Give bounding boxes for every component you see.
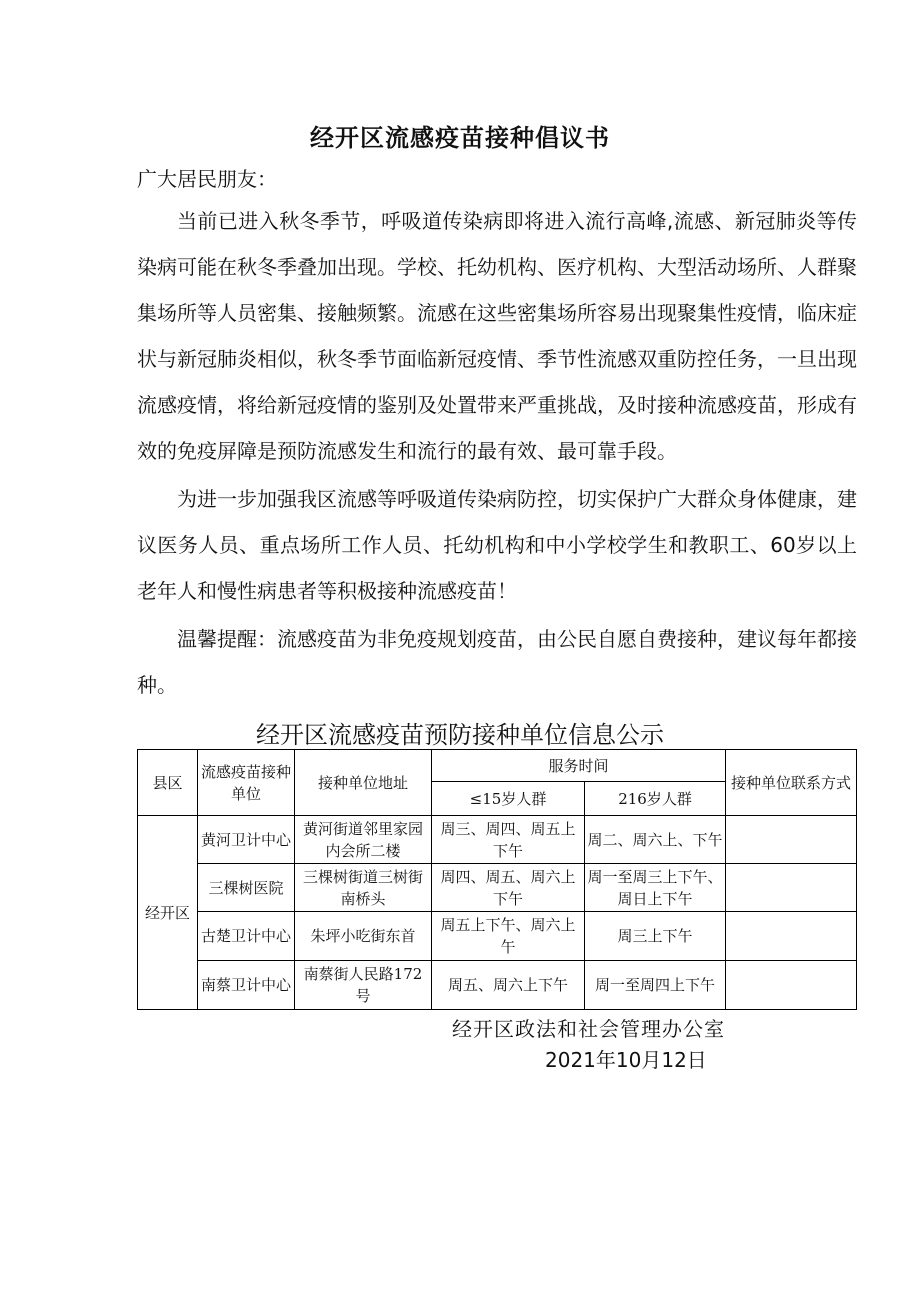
under15-time-cell: 周五上下午、周六上午 bbox=[432, 912, 585, 961]
contact-cell bbox=[726, 961, 857, 1010]
under15-time-cell: 周三、周四、周五上下午 bbox=[432, 816, 585, 864]
header-contact: 接种单位联系方式 bbox=[726, 750, 857, 816]
unit-cell: 古楚卫计中心 bbox=[198, 912, 295, 961]
table-header-row bbox=[138, 750, 857, 782]
table-title: 经开区流感疫苗预防接种单位信息公示 bbox=[256, 721, 664, 749]
signature-date: 2021年10月12日 bbox=[545, 1048, 707, 1072]
contact-cell bbox=[726, 816, 857, 864]
under15-time-cell: 周四、周五、周六上下午 bbox=[432, 864, 585, 912]
header-service-time: 服务时间 bbox=[432, 750, 726, 782]
table-row bbox=[138, 912, 857, 961]
address-cell: 朱坪小吃街东首 bbox=[295, 912, 432, 961]
paragraph-1: 当前已进入秋冬季节，呼吸道传染病即将进入流行高峰,流感、新冠肺炎等传染病可能在秋冬季叠加出现。学校、托幼机构、医疗机构、大型活动场所、人群聚集场所等人员密集、接触频繁。流感在这些密集场所容易出现聚集性疫情，临床症状与新冠肺炎相似，秋冬季节面临新冠疫情、季节性流感双重防控任务，一旦出现流感疫情，将给新冠疫情的鉴别及处置带来严重挑战，及时接种流感疫苗，形成有效的免疫屏障是预防流感发生和流行的最有效、最可靠手段。 bbox=[137, 209, 857, 463]
address-cell: 三棵树街道三树街南桥头 bbox=[295, 864, 432, 912]
over16-time-cell: 周三上下午 bbox=[585, 912, 726, 961]
signature-office: 经开区政法和社会管理办公室 bbox=[452, 1017, 725, 1041]
table-row bbox=[138, 864, 857, 912]
address-cell: 南蔡街人民路172号 bbox=[295, 961, 432, 1010]
contact-cell bbox=[726, 912, 857, 961]
contact-cell bbox=[726, 864, 857, 912]
unit-cell: 黄河卫计中心 bbox=[198, 816, 295, 864]
body-text bbox=[137, 198, 857, 710]
paragraph-3: 温馨提醒：流感疫苗为非免疫规划疫苗，由公民自愿自费接种，建议每年都接种。 bbox=[137, 627, 857, 697]
header-unit: 流感疫苗接种单位 bbox=[198, 750, 295, 816]
header-under15: ≤15岁人群 bbox=[432, 782, 585, 816]
unit-cell: 三棵树医院 bbox=[198, 864, 295, 912]
document-title: 经开区流感疫苗接种倡议书 bbox=[310, 124, 610, 152]
county-cell: 经开区 bbox=[138, 816, 198, 1010]
greeting: 广大居民朋友： bbox=[137, 167, 277, 191]
header-address: 接种单位地址 bbox=[295, 750, 432, 816]
paragraph-2: 为进一步加强我区流感等呼吸道传染病防控，切实保护广大群众身体健康，建议医务人员、重点场所工作人员、托幼机构和中小学校学生和教职工、60岁以上老年人和慢性病患者等积极接种流感疫苗！ bbox=[137, 487, 857, 603]
over16-time-cell: 周二、周六上、下午 bbox=[585, 816, 726, 864]
unit-cell: 南蔡卫计中心 bbox=[198, 961, 295, 1010]
under15-time-cell: 周五、周六上下午 bbox=[432, 961, 585, 1010]
vaccination-unit-table bbox=[137, 749, 857, 1010]
address-cell: 黄河街道邻里家园内会所二楼 bbox=[295, 816, 432, 864]
over16-time-cell: 周一至周四上下午 bbox=[585, 961, 726, 1010]
table-row bbox=[138, 816, 857, 864]
table-row bbox=[138, 961, 857, 1010]
header-over16: 216岁人群 bbox=[585, 782, 726, 816]
header-county: 县区 bbox=[138, 750, 198, 816]
over16-time-cell: 周一至周三上下午、周日上下午 bbox=[585, 864, 726, 912]
